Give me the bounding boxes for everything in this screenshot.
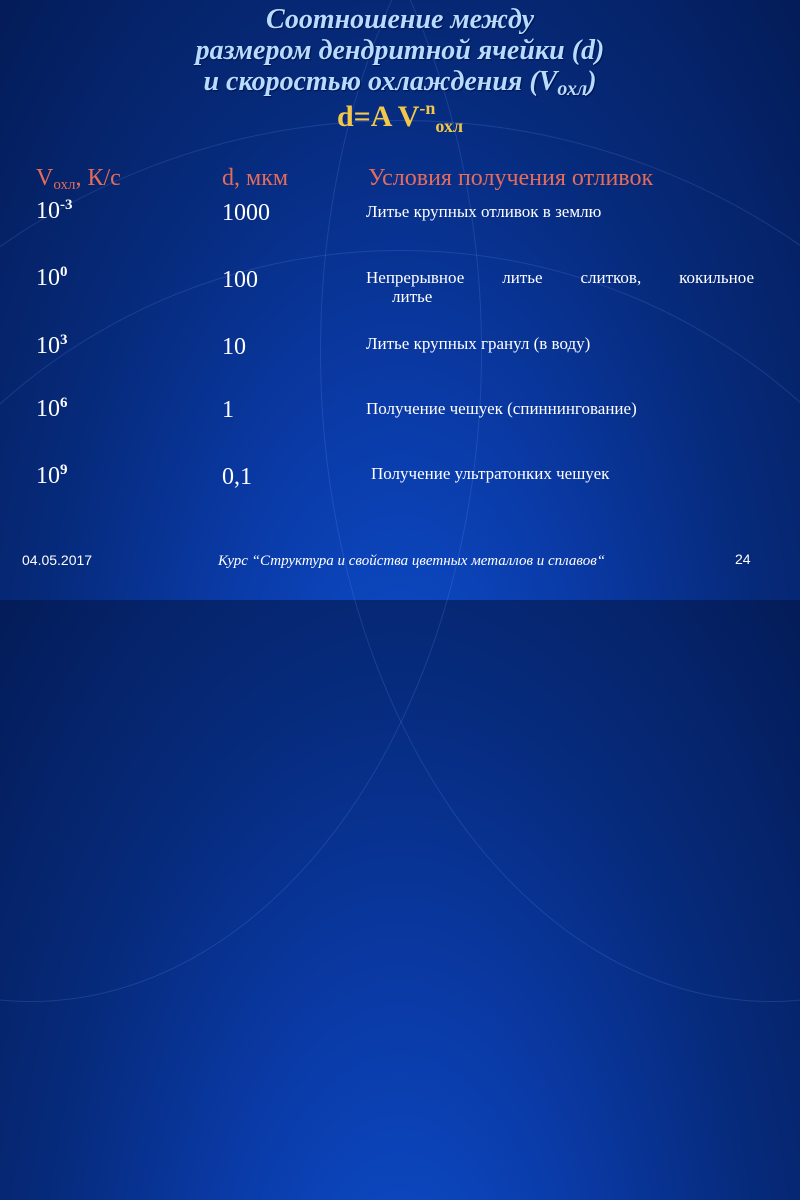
- row-4-condition: Получение чешуек (спиннингование): [366, 399, 637, 418]
- row-2-condition-line-2: литье: [392, 287, 433, 306]
- row-5-condition: Получение ультратонких чешуек: [371, 464, 610, 483]
- row-1-cooling-rate: $10^{-3}$: [36, 197, 73, 224]
- row-2-condition-line-1: Непрерывное литье слитков, кокильное: [366, 268, 754, 287]
- row-1-cell-size: 1000: [222, 200, 270, 226]
- row-3-cooling-rate: $10^3$: [36, 332, 68, 359]
- footer-date: 04.05.2017: [22, 552, 93, 568]
- row-5-cell-size: 0,1: [222, 464, 252, 490]
- formula: d=A $V^{-n}_{охл}$: [336, 98, 464, 136]
- row-3-cell-size: 10: [222, 334, 246, 360]
- footer-course: Курс “Структура и свойства цветных металлов и сплавов“: [218, 553, 606, 569]
- header-cooling-rate: $V_{охл}$, К/с: [36, 165, 121, 193]
- row-1-condition: Литье крупных отливок в землю: [366, 202, 602, 221]
- row-5-cooling-rate: $10^9$: [36, 462, 68, 489]
- row-2-cooling-rate: $10^0$: [36, 264, 68, 291]
- row-4-cell-size: 1: [222, 397, 234, 423]
- slide-title: [0, 4, 800, 100]
- row-3-condition: Литье крупных гранул (в воду): [366, 334, 591, 353]
- title-line-2: размером дендритной ячейки (d): [195, 35, 605, 66]
- header-cell-size: d, мкм: [222, 165, 289, 191]
- page-number: 24: [735, 551, 751, 567]
- row-2-cell-size: 100: [222, 267, 258, 293]
- header-conditions: Условия получения отливок: [368, 165, 654, 191]
- title-line-3: и скоростью охлаждения $(V_{охл})$: [203, 66, 597, 100]
- title-line-1: Соотношение между: [265, 4, 534, 35]
- row-4-cooling-rate: $10^6$: [36, 395, 68, 422]
